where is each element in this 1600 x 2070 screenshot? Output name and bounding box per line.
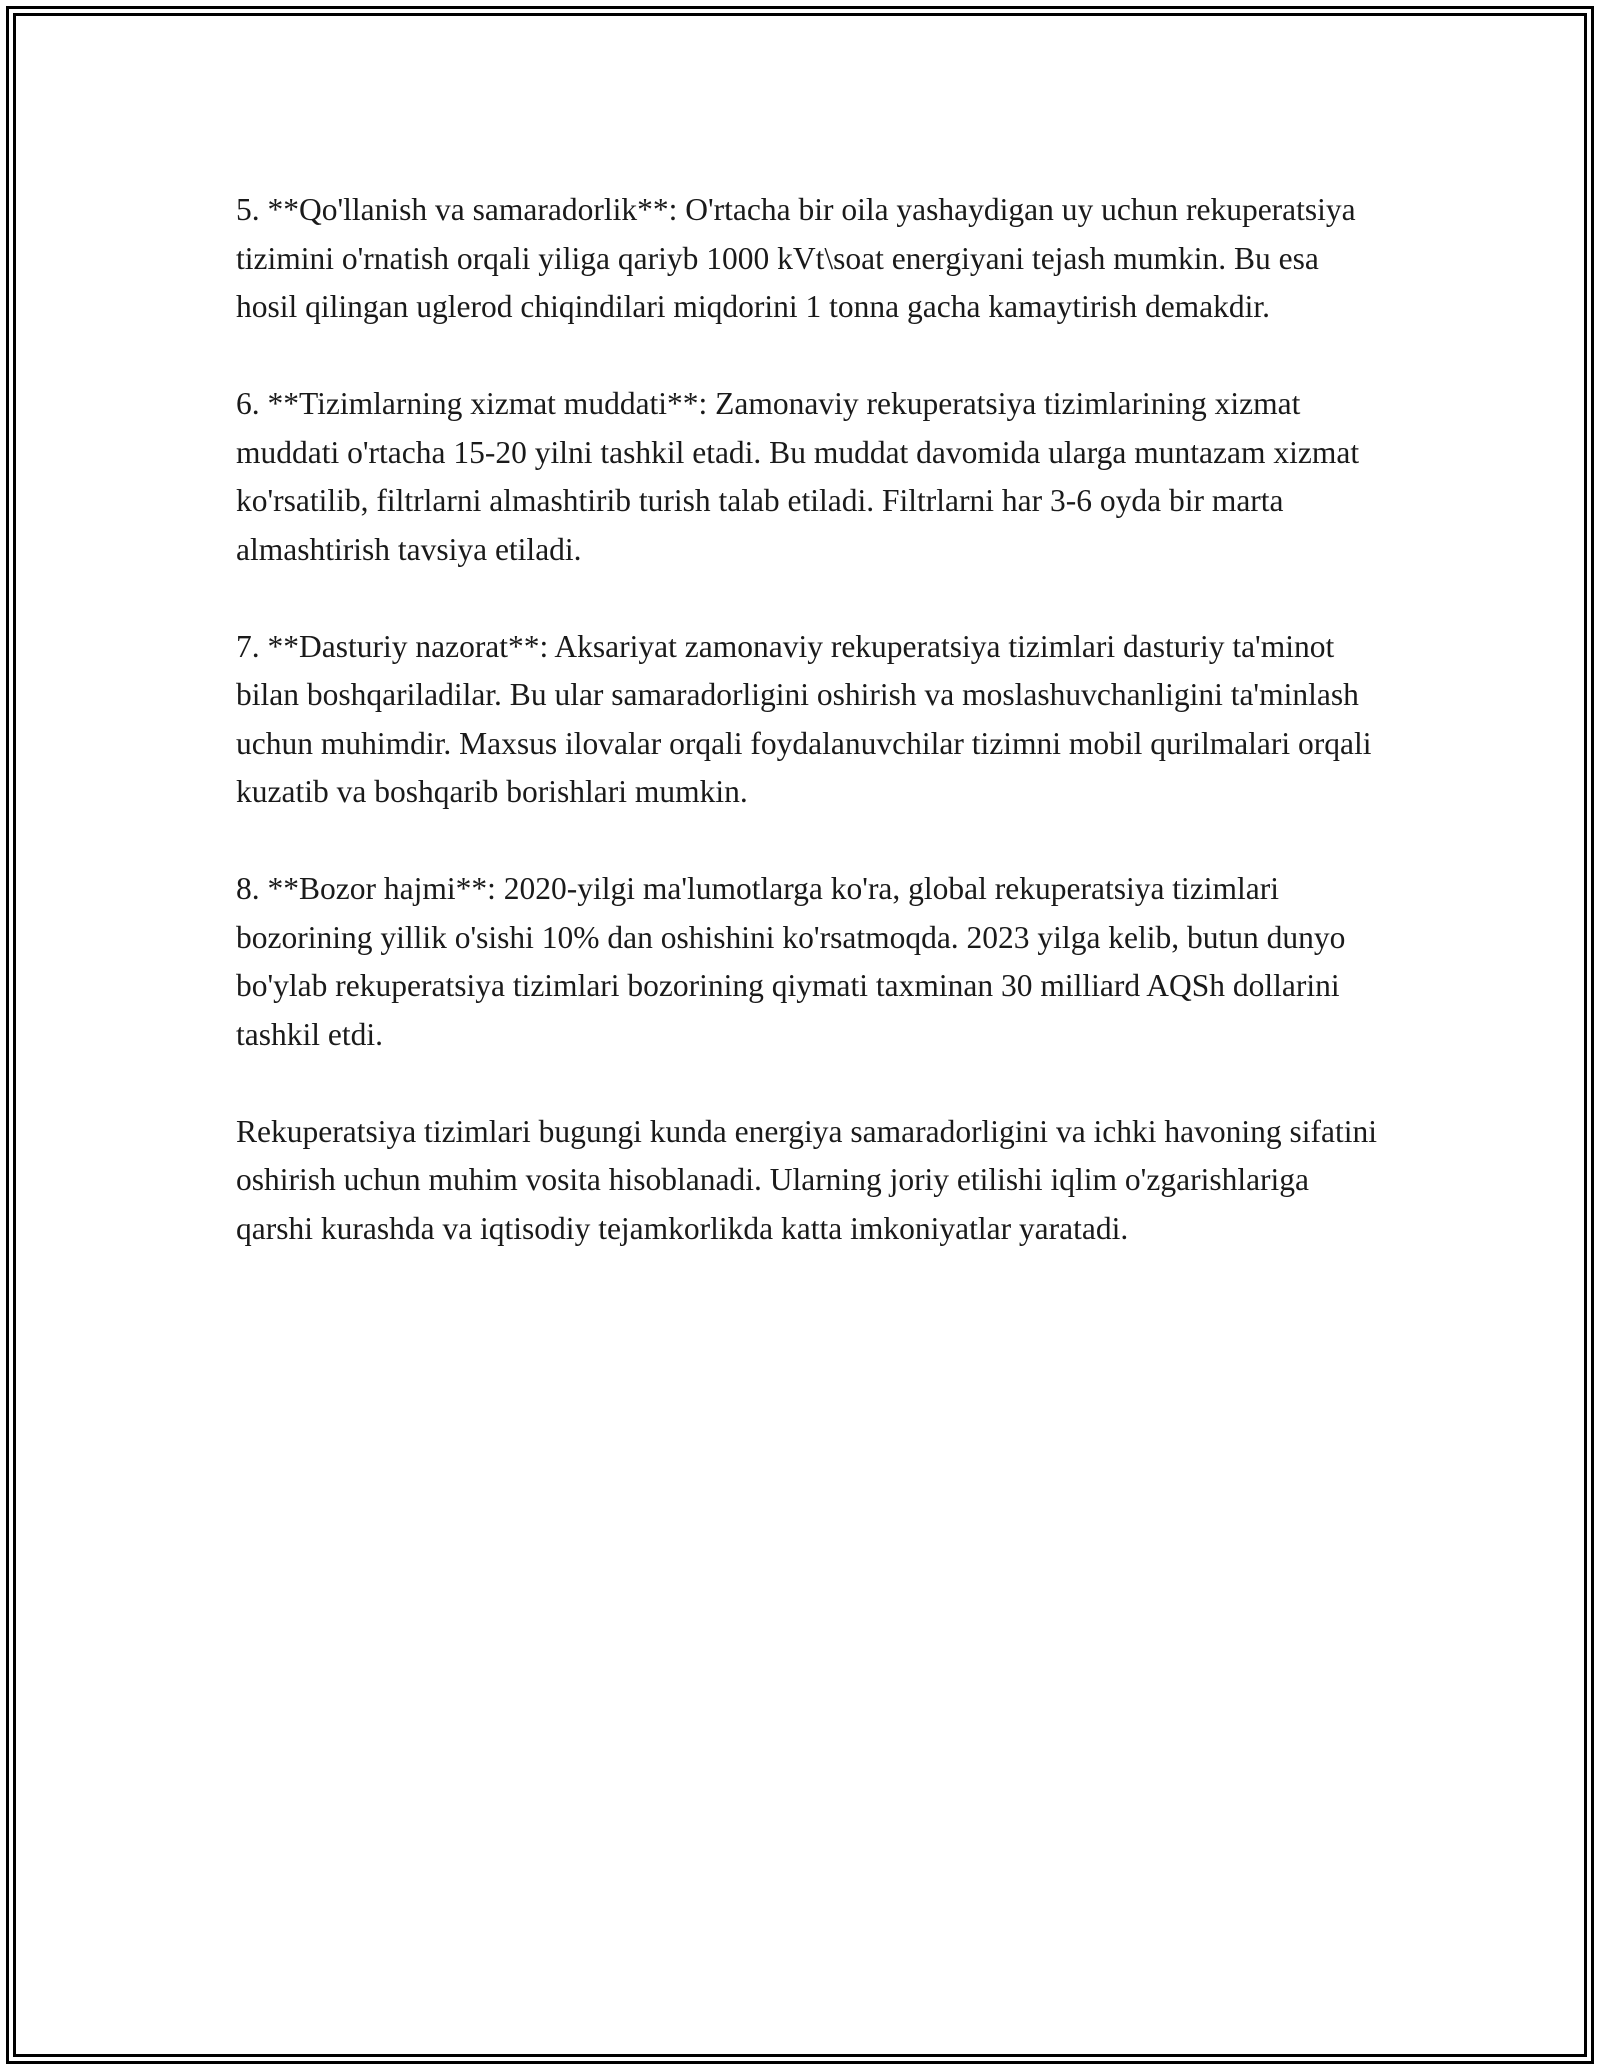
document-body <box>236 186 1386 1302</box>
paragraph-conclusion: Rekuperatsiya tizimlari bugungi kunda energiya samaradorligini va ichki havoning sifatini oshirish uchun muhim vosita hisoblanadi. Ularning joriy etilishi iqlim o'zgarishlariga qarshi kurashda va iqtisodiy tejamkorlikda katta imkoniyatlar yaratadi. <box>236 1113 1377 1246</box>
paragraph-service-life: 6. **Tizimlarning xizmat muddati**: Zamonaviy rekuperatsiya tizimlarining xizmat muddati o'rtacha 15-20 yilni tashkil etadi. Bu muddat davomida ularga muntazam xizmat ko'rsatilib, filtrlarni almashtirib turish talab etiladi. Filtrlarni har 3-6 oyda bir marta almashtirish tavsiya etiladi. <box>236 386 1360 567</box>
paragraph-applicability-efficiency: 5. **Qo'llanish va samaradorlik**: O'rtacha bir oila yashaydigan uy uchun rekuperatsiya tizimini o'rnatish orqali yiliga qariyb 1000 kVt\soat energiyani tejash mumkin. Bu esa hosil qilingan uglerod chiqindilari miqdorini 1 tonna gacha kamaytirish demakdir. <box>236 192 1356 324</box>
paragraph-software-control: 7. **Dasturiy nazorat**: Aksariyat zamonaviy rekuperatsiya tizimlari dasturiy ta'minot bilan boshqariladilar. Bu ular samaradorligini oshirish va moslashuvchanligini ta'minlash uchun muhimdir. Maxsus ilovalar orqali foydalanuvchilar tizimni mobil qurilmalari orqali kuzatib va boshqarib borishlari mumkin. <box>236 628 1372 809</box>
paragraph-market-size: 8. **Bozor hajmi**: 2020-yilgi ma'lumotlarga ko'ra, global rekuperatsiya tizimlari bozorining yillik o'sishi 10% dan oshishini ko'rsatmoqda. 2023 yilga kelib, butun dunyo bo'ylab rekuperatsiya tizimlari bozorining qiymati taxminan 30 milliard AQSh dollarini tashkil etdi. <box>236 871 1346 1052</box>
